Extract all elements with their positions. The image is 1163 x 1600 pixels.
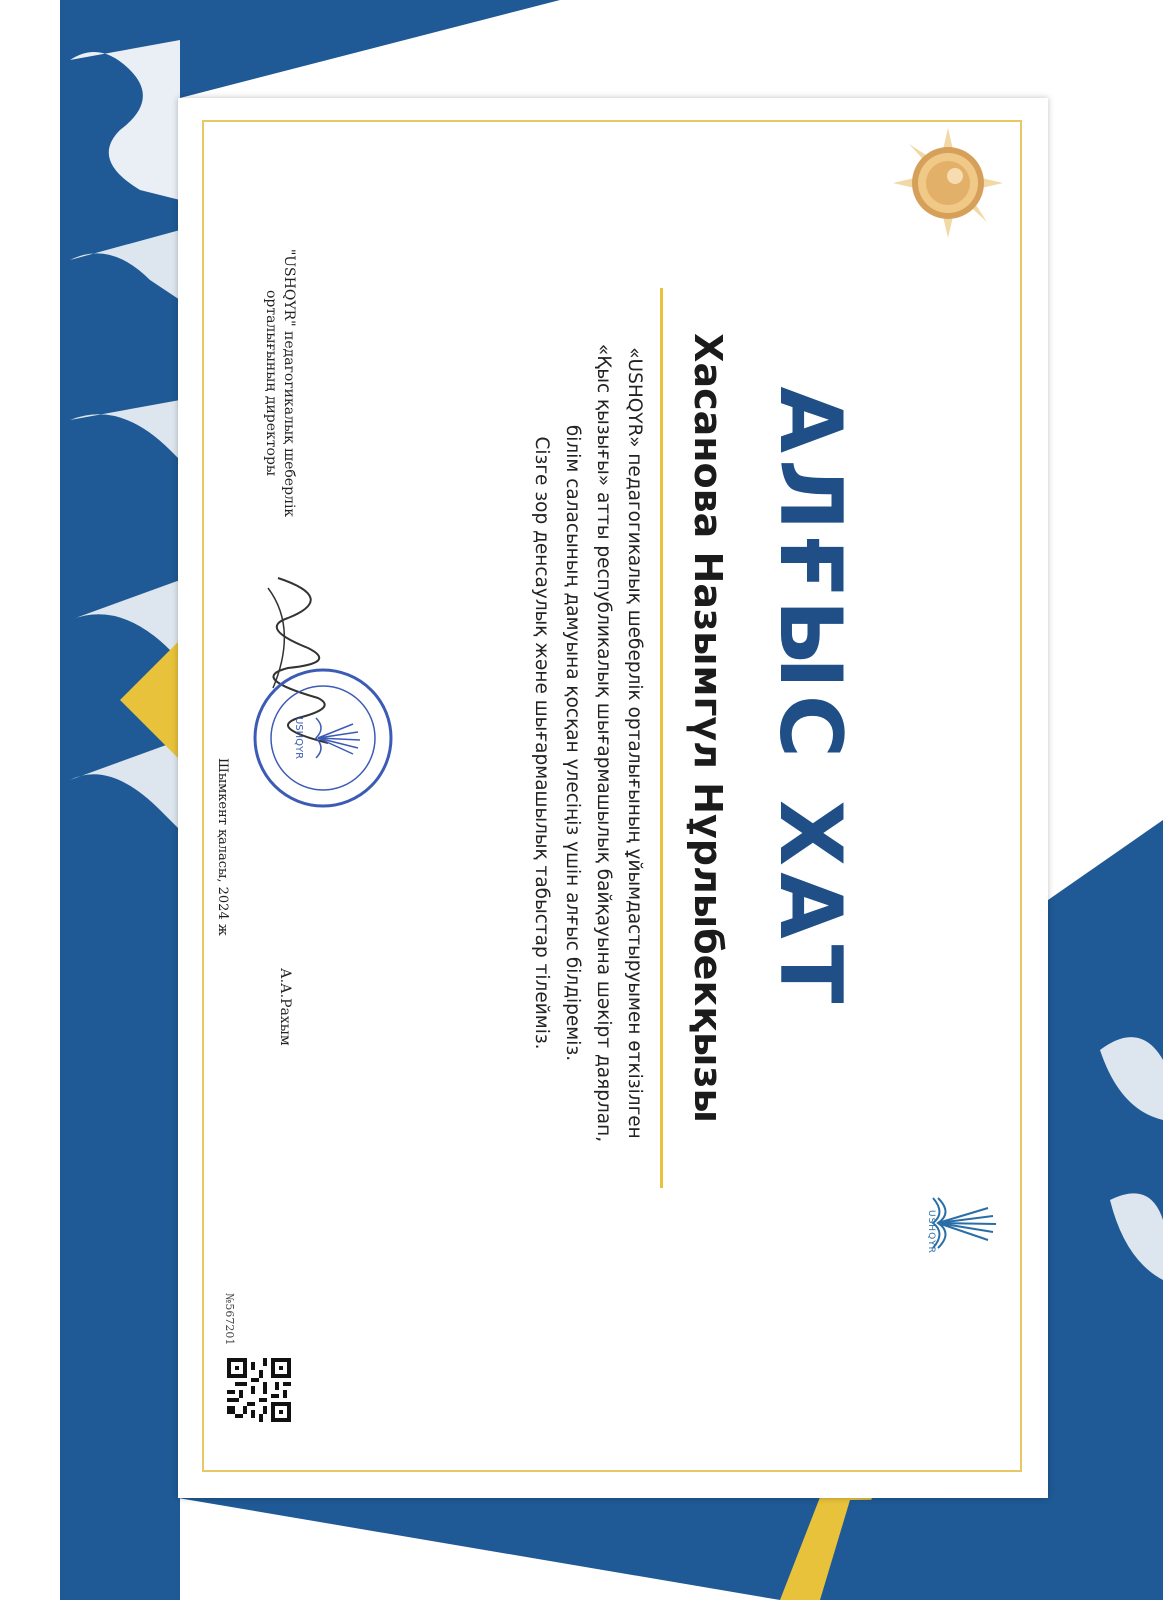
certificate-body (526, 218, 650, 1268)
medal-icon (893, 128, 1003, 238)
qr-code-icon (227, 1358, 291, 1422)
body-line: білім саласының дамуына қосқан үлесіңіз үшін алғыс білдіреміз. (562, 424, 583, 1062)
ushqyr-logo-icon (908, 1168, 1008, 1278)
recipient-name: Хасанова Назымгүл Нұрлыбекқызы (686, 333, 730, 1123)
body-line: Сізге зор денсаулық және шығармашылық табыстар тілейміз. (531, 436, 552, 1050)
name-underline (660, 288, 663, 1188)
director-title-line: орталығының директоры (263, 289, 279, 477)
body-line: «Қыс қызығы» атты республикалық шығармашылық байқауына шәкірт даярлап, (593, 343, 614, 1143)
certificate-card (178, 98, 1048, 1498)
official-stamp-icon (248, 658, 398, 818)
stamp-text: USHQYR (293, 716, 304, 760)
city-date: Шымкент қаласы, 2024 ж (215, 758, 230, 936)
certificate-title: АЛҒЫС ХАТ (760, 386, 860, 1010)
director-title (262, 218, 298, 548)
serial-number: №567201 (223, 1293, 236, 1346)
logo-text: USHQYR (926, 1210, 936, 1254)
signer-name: А.А.Рахым (277, 968, 293, 1046)
director-title-line: "USHQYR" педагогикалық шеберлік (281, 248, 297, 518)
certificate-content (178, 98, 1048, 1498)
body-line: «USHQYR» педагогикалық шеберлік орталығының ұйымдастыруымен өткізілген (624, 347, 645, 1139)
